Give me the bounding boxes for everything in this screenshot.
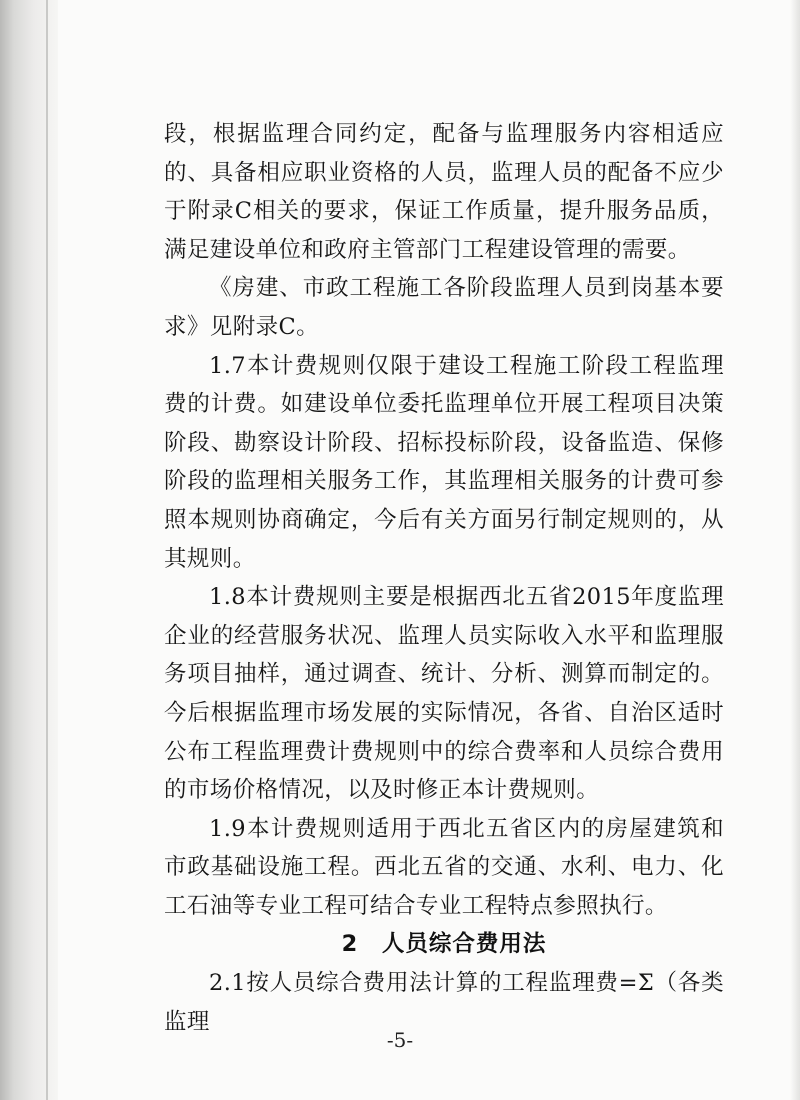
paragraph-1-7: 1.7本计费规则仅限于建设工程施工阶段工程监理费的计费。如建设单位委托监理单位开展工程项目决策阶段、勘察设计阶段、招标投标阶段，设备监造、保修阶段的监理相关服务工作，其监理相关服务的计费可参照本规则协商确定，今后有关方面另行制定规则的，从其规则。 <box>164 352 724 572</box>
binding-shadow <box>0 0 58 1100</box>
paragraph-1-8: 1.8本计费规则主要是根据西北五省2015年度监理企业的经营服务状况、监理人员实际收入水平和监理服务项目抽样，通过调查、统计、分析、测算而制定的。今后根据监理市场发展的实际情况，各省、自治区适时公布工程监理费计费规则中的综合费率和人员综合费用的市场价格情况，以及时修正本计费规则。 <box>164 584 724 804</box>
paragraph-appendix-reference: 《房建、市政工程施工各阶段监理人员到岗基本要求》见附录C。 <box>164 275 724 340</box>
body-text <box>164 115 724 1041</box>
binding-line <box>46 0 48 1100</box>
paragraph-continuation: 段，根据监理合同约定，配备与监理服务内容相适应的、具备相应职业资格的人员，监理人员的配备不应少于附录C相关的要求，保证工作质量，提升服务品质，满足建设单位和政府主管部门工程建设管理的需要。 <box>164 121 724 263</box>
section-heading: 2 人员综合费用法 <box>341 931 547 958</box>
paragraph-1-9: 1.9本计费规则适用于西北五省区内的房屋建筑和市政基础设施工程。西北五省的交通、水利、电力、化工石油等专业工程可结合专业工程特点参照执行。 <box>164 815 724 919</box>
paragraph-2-1: 2.1按人员综合费用法计算的工程监理费=Σ（各类监理 <box>164 970 724 1035</box>
page-edge-shadow <box>790 0 800 1100</box>
page-number: -5- <box>386 1028 414 1052</box>
